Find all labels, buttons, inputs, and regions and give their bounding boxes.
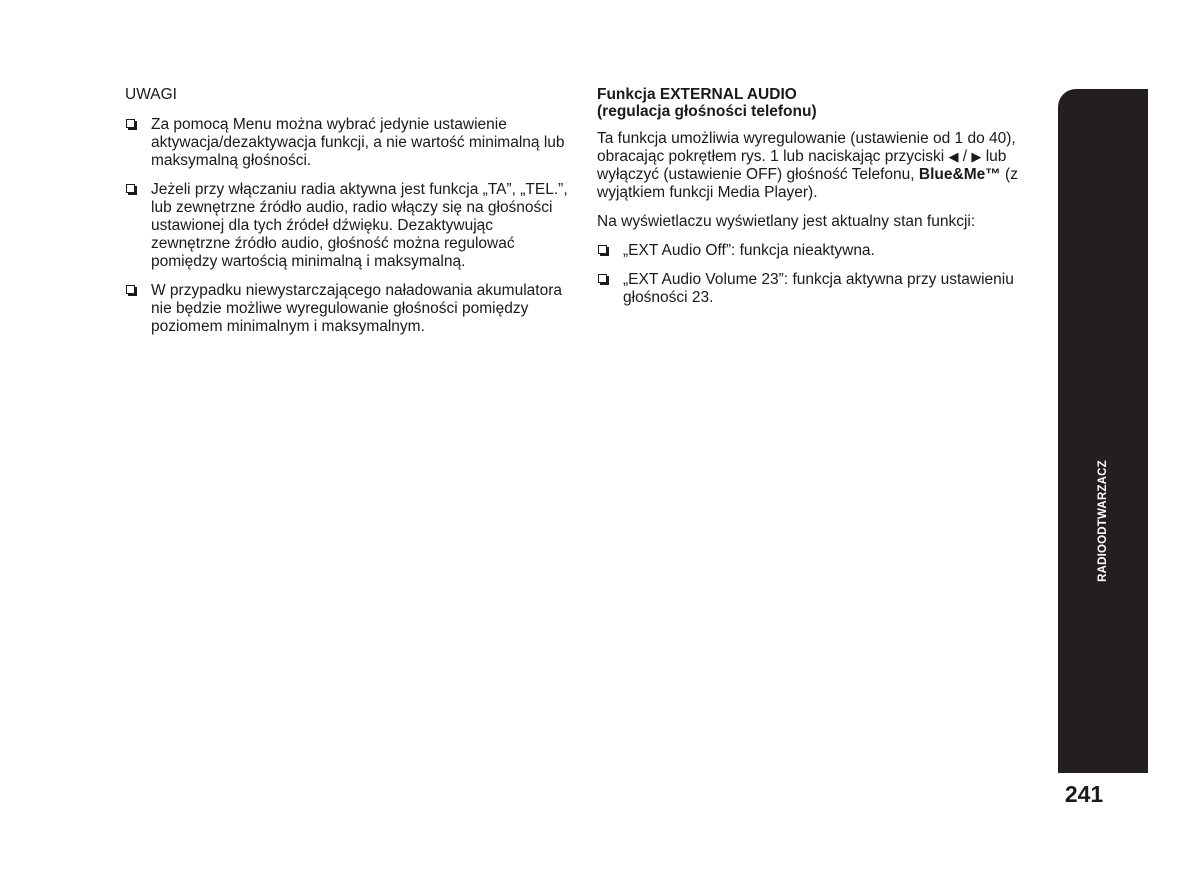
description-paragraph	[597, 130, 1037, 202]
section-title	[597, 86, 1037, 120]
description-text-1: Ta funkcja umożliwia wyregulowanie (ustawienie od 1 do 40), obracając pokrętłem rys. 1 lub naciskając przyciski	[597, 130, 1016, 165]
list-item	[125, 181, 573, 271]
notes-heading: UWAGI	[125, 86, 177, 103]
list-item-text: „EXT Audio Volume 23”: funkcja aktywna przy ustawieniu głośności 23.	[623, 271, 1014, 306]
notes-list	[125, 116, 573, 336]
display-status-paragraph: Na wyświetlaczu wyświetlany jest aktualny stan funkcji:	[597, 213, 976, 230]
list-item-text: W przypadku niewystarczającego naładowania akumulatora nie będzie możliwe wyregulowanie głośności pomiędzy poziomem minimalnym i maksymalnym.	[151, 282, 562, 335]
list-item	[597, 242, 1037, 260]
description-text-3: (z wyjątkiem funkcji Media Player).	[597, 166, 1018, 201]
chapter-side-tab	[1058, 89, 1148, 773]
list-item	[597, 271, 1037, 307]
checkbox-bullet-icon	[598, 245, 607, 254]
right-column	[597, 86, 1037, 318]
list-item-text: „EXT Audio Off”: funkcja nieaktywna.	[623, 242, 875, 259]
arrow-separator: /	[958, 148, 972, 165]
list-item	[125, 116, 573, 170]
brand-name: Blue&Me™	[918, 166, 1001, 183]
list-item-text: Za pomocą Menu można wybrać jedynie ustawienie aktywacja/dezaktywacja funkcji, a nie wartość minimalną lub maksymalną głośności.	[151, 116, 565, 169]
left-arrow-icon: ◀	[948, 149, 959, 164]
page-number: 241	[1064, 781, 1104, 807]
checkbox-bullet-icon	[126, 119, 135, 128]
status-list	[597, 242, 1037, 307]
checkbox-bullet-icon	[126, 285, 135, 294]
section-title-line2: (regulacja głośności telefonu)	[597, 103, 817, 120]
checkbox-bullet-icon	[126, 184, 135, 193]
right-arrow-icon: ▶	[971, 149, 982, 164]
section-title-line1: Funkcja EXTERNAL AUDIO	[597, 86, 797, 103]
list-item-text: Jeżeli przy włączaniu radia aktywna jest funkcja „TA”, „TEL.”, lub zewnętrzne źródło audio, radio włączy się na głośności ustawionej dla tych źródeł dźwięku. Dezaktywując zewnętrzne źródło audio, głośność można regulować pomiędzy wartością minimalną i maksymalną.	[151, 181, 568, 270]
chapter-tab-label: RADIOODTWARZACZ	[1097, 460, 1109, 582]
checkbox-bullet-icon	[598, 274, 607, 283]
list-item	[125, 282, 573, 336]
left-column	[125, 86, 573, 347]
description-text-2: lub wyłączyć (ustawienie OFF) głośność Telefonu,	[597, 148, 1007, 183]
